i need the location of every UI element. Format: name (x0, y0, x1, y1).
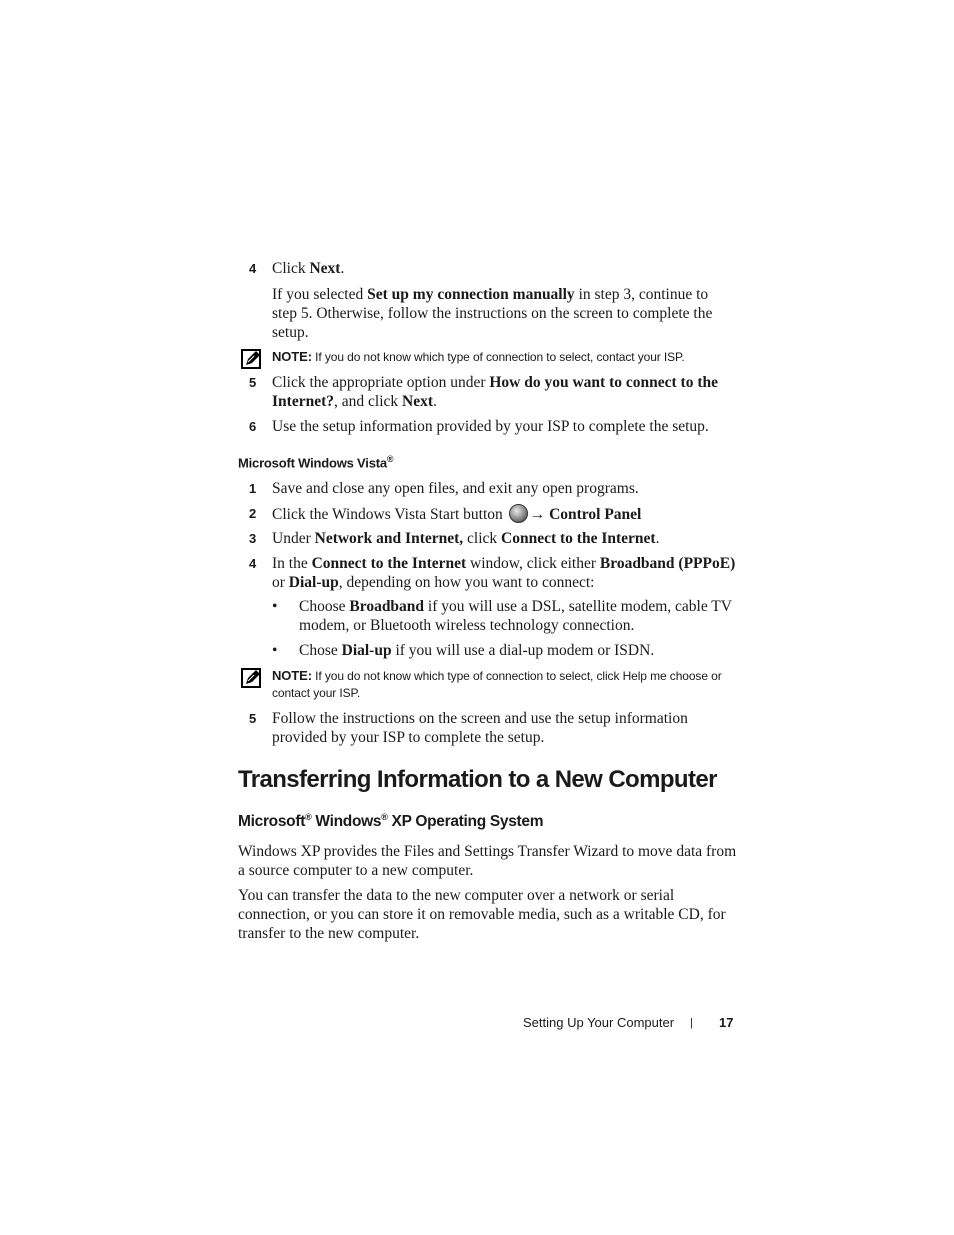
xp-paragraph-2: You can transfer the data to the new computer over a network or serial connection, or you can store it on removable media, such as a writable CD, for transfer to the new computer. (238, 887, 726, 942)
step-6: 6 Use the setup information provided by your ISP to complete the setup. (249, 418, 709, 435)
step-text: Click Next. (272, 260, 345, 277)
section-title: Transferring Information to a New Computer (238, 766, 717, 793)
vista-step-2: 2 Click the Windows Vista Start button → Control Panel (249, 506, 642, 523)
footer-divider: | (690, 1017, 693, 1029)
windows-start-button-icon (509, 504, 528, 523)
pencil-note-icon (240, 348, 262, 370)
step-number: 4 (249, 261, 257, 276)
step-number: 6 (249, 419, 257, 434)
bullet-dialup: • Chose Dial-up if you will use a dial-up modem or ISDN. (272, 642, 655, 659)
bullet-broadband: • Choose Broadband if you will use a DSL, satellite modem, cable TV modem, or Bluetooth wireless technology connection. (272, 598, 732, 634)
vista-step-4: 4 In the Connect to the Internet window, click either Broadband (PPPoE) or Dial-up, depending on how you want to connect: (249, 555, 736, 591)
xp-subheading: Microsoft® Windows® XP Operating System (238, 812, 544, 831)
pencil-note-icon (240, 667, 262, 689)
note-2: NOTE: If you do not know which type of connection to select, click Help me choose or contact your ISP. (240, 667, 740, 702)
vista-step-5: 5 Follow the instructions on the screen and use the setup information provided by your ISP to complete the setup. (249, 710, 688, 746)
step-4 (238, 259, 738, 278)
vista-step-1: 1 Save and close any open files, and exit any open programs. (249, 480, 639, 497)
page-number: 17 (719, 1015, 734, 1030)
step-4-paragraph: If you selected Set up my connection manually in step 3, continue to step 5. Otherwise, follow the instructions on the screen to complete the setup. (272, 286, 713, 341)
step-number: 5 (249, 375, 257, 390)
note-1: NOTE: If you do not know which type of connection to select, contact your ISP. (240, 348, 740, 366)
vista-step-3: 3 Under Network and Internet, click Connect to the Internet. (249, 530, 660, 547)
footer-chapter: Setting Up Your Computer (523, 1015, 675, 1030)
step-5: 5 Click the appropriate option under How do you want to connect to the Internet?, and click Next. (249, 374, 718, 410)
vista-heading: Microsoft Windows Vista® (238, 454, 394, 471)
xp-paragraph-1: Windows XP provides the Files and Settings Transfer Wizard to move data from a source computer to a new computer. (238, 843, 737, 879)
